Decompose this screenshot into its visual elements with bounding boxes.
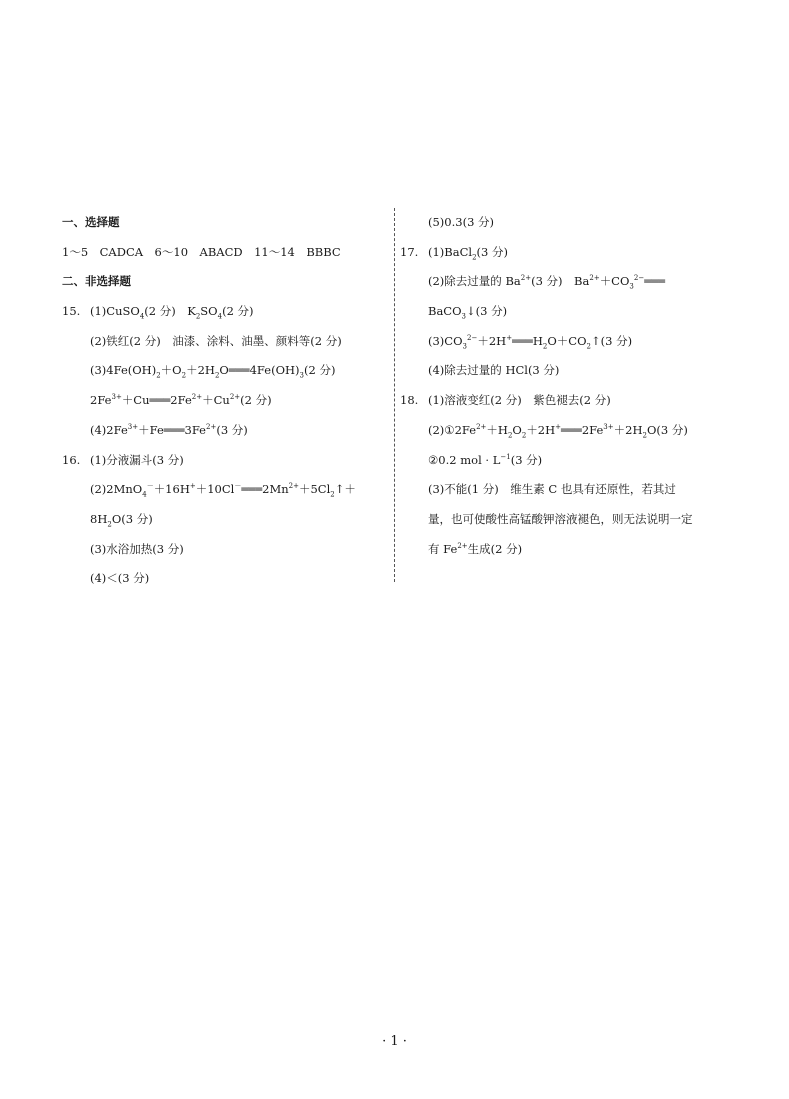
q15-line2: (2)铁红(2 分) 油漆、涂料、油墨、颜料等(2 分) [90, 333, 342, 348]
q15-line4: $2Fe^{3+}+Cu═══2Fe^{2+}+Cu^{2+}(2$ 分) [90, 393, 272, 408]
q16-part5: (5)0.3(3 分) [428, 215, 495, 229]
q16-line3: $8H_2O(3$ 分) [90, 511, 153, 529]
q17-line1: 17. (1)BaCl$_2$(3 分) [400, 238, 730, 268]
q18-line4: (3)不能(1 分) 维生素 C 也具有还原性，若其过 [428, 482, 676, 497]
q16-line2: $(2)2MnO_4^-+16H^++10Cl^-═══2Mn^{2+}+5Cl_2↑+$ [90, 482, 356, 499]
choice-answers: 1～5 CADCA 6～10 ABACD 11～14 BBBC [62, 244, 341, 259]
q15-line3: $(3)4Fe(OH)_2+O_2+2H_2O═══4Fe(OH)_3(2$ 分) [90, 363, 336, 380]
q18-line2: $(2)①2Fe^{2+}+H_2O_2+2H^+═══2Fe^{3+}+2H_2O(3$ 分) [428, 422, 688, 440]
q17-line3: BaCO$_3$↓(3 分) [428, 304, 508, 321]
q18-line6: 有 $Fe^{2+}$生成(2 分) [428, 541, 523, 556]
q17-number: 17. [400, 244, 419, 259]
right-column [400, 208, 730, 564]
q15-number: 15. [62, 304, 81, 319]
q18-line1: 18. (1)溶液变红(2 分) 紫色褪去(2 分) [400, 386, 730, 416]
section2-title: 二、非选择题 [62, 274, 131, 289]
q18-line3: ②0.2 mol · $L^{-1}(3$ 分) [428, 452, 543, 467]
page-number: · 1 · [382, 1034, 407, 1049]
q18-line5: 量，也可使酸性高锰酸钾溶液褪色，则无法说明一定 [428, 511, 693, 526]
column-divider [394, 208, 395, 582]
q15-line1: 15. (1)CuSO$_4$(2 分) $K_2SO_4(2$ 分) [62, 297, 392, 327]
q17-line5: (4)除去过量的 HCl(3 分) [428, 363, 560, 378]
q15-line5: $(4)2Fe^{3+}+Fe═══3Fe^{2+}(3$ 分) [90, 422, 248, 437]
left-column [62, 208, 392, 594]
q17-line4: $(3)CO_3^{2-}+2H^+═══H_2O+CO_2↑(3$ 分) [428, 333, 633, 351]
q17-line2: (2)除去过量的 $Ba^{2+}(3$ 分) $Ba^{2+}+CO_3^{2-}═══$ [428, 274, 665, 291]
q16-line1: 16. (1)分液漏斗(3 分) [62, 446, 392, 476]
q18-number: 18. [400, 393, 419, 408]
q16-number: 16. [62, 452, 81, 467]
q16-line4: (3)水浴加热(3 分) [90, 541, 184, 556]
section1-title: 一、选择题 [62, 215, 120, 229]
q16-line5: (4)＜(3 分) [90, 571, 150, 586]
